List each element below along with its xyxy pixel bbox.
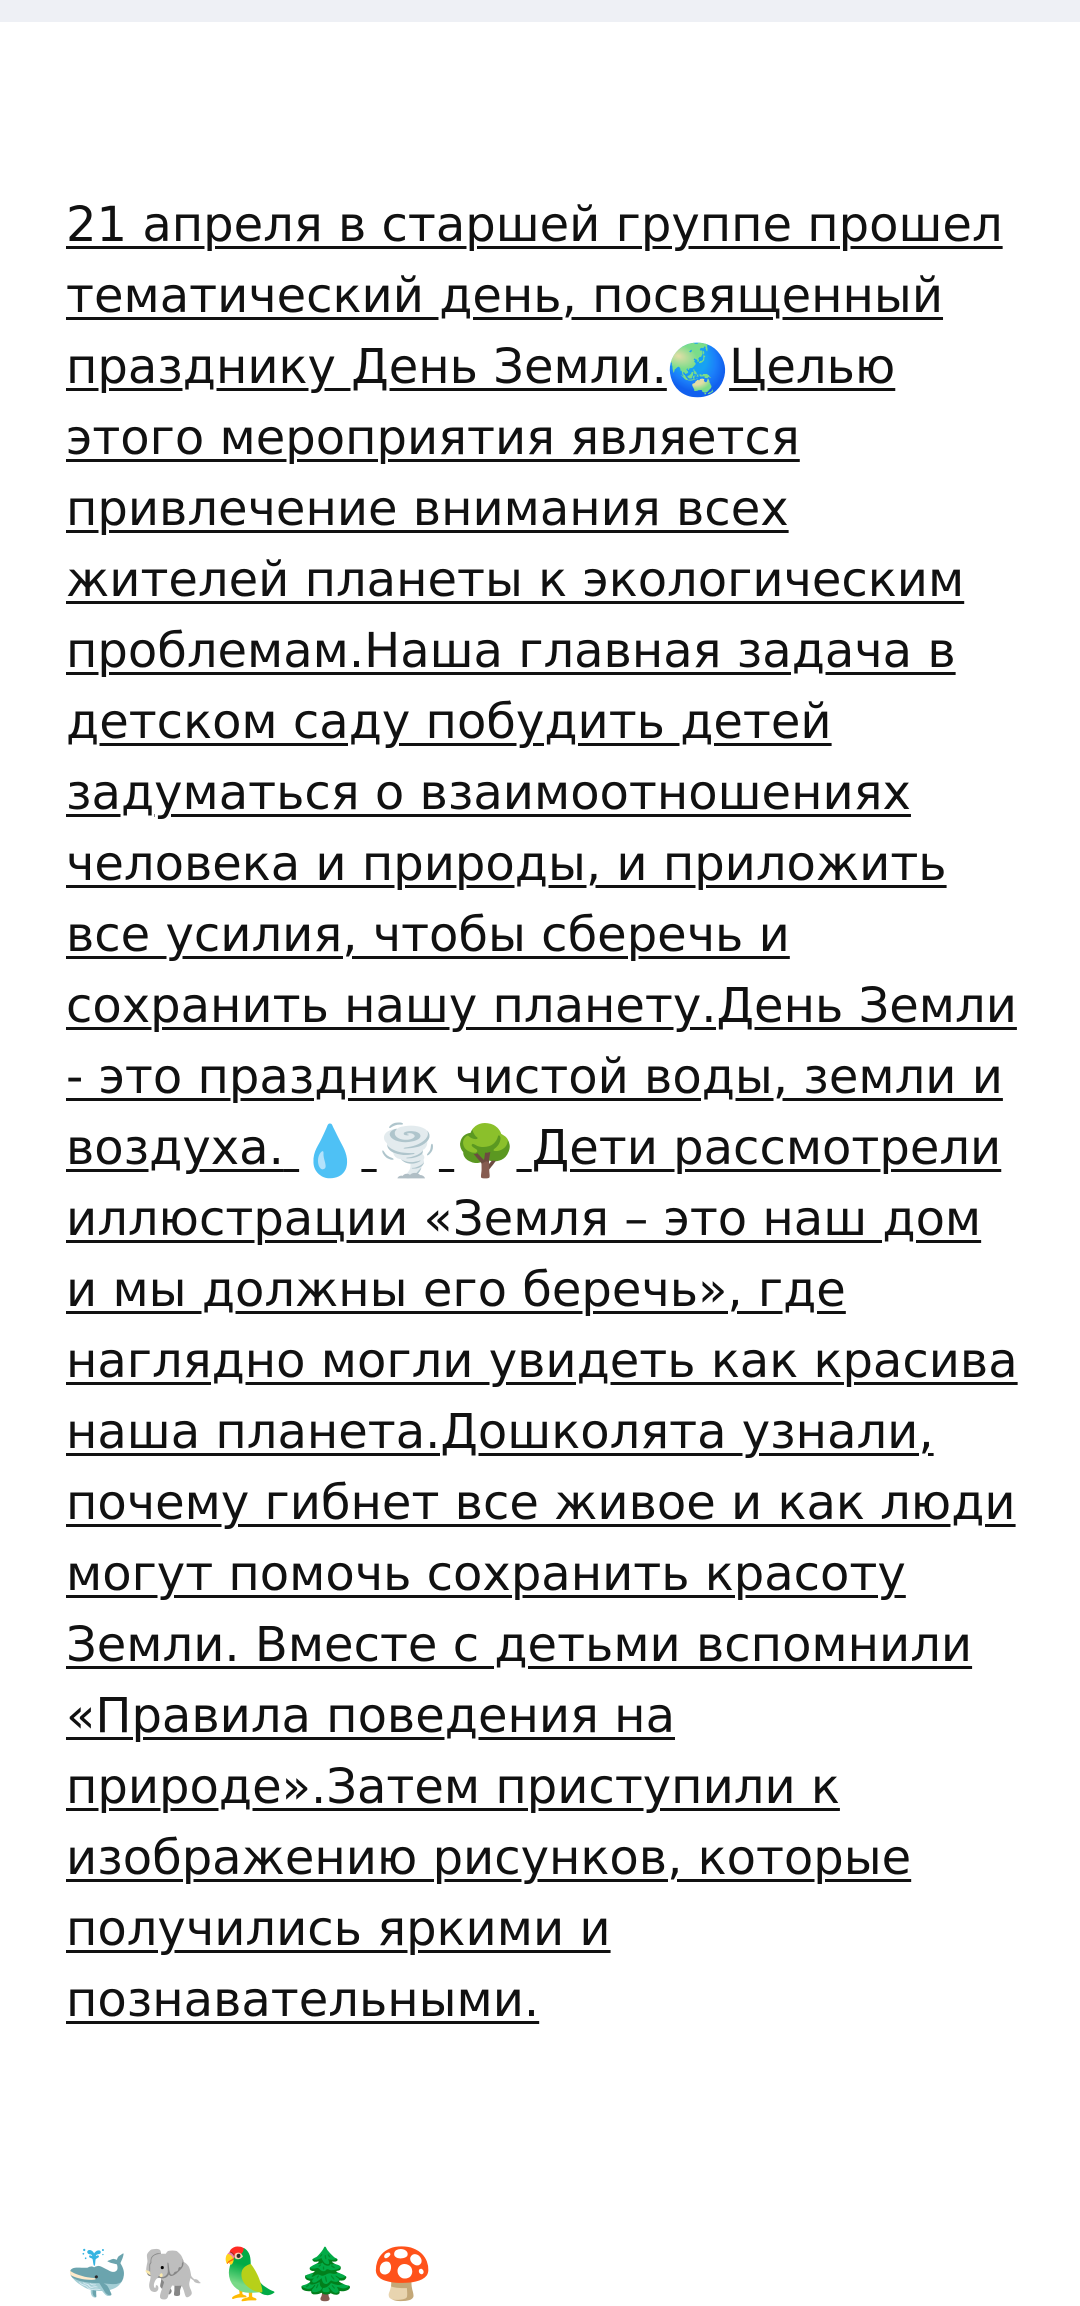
tree-icon: 🌳 — [454, 1122, 517, 1180]
post-body — [66, 190, 1026, 2036]
globe-icon: 🌏 — [666, 341, 730, 399]
post-text — [66, 190, 1026, 2036]
post-text-part-1: 21 апреля в старшей группе прошел тематический день, посвященный празднику День Земли. — [66, 197, 1003, 395]
post-text-part-2: Целью этого мероприятия является привлечение внимания всех жителей планеты к экологическим проблемам.Наша главная задача в детском саду побудить детей задуматься о взаимоотношениях человека и природы, и приложить все усилия, чтобы сберечь и сохранить нашу планету.День Земли - это праздник чистой воды, земли и воздуха. — [66, 339, 1017, 1176]
post-text-part-3: Дети рассмотрели иллюстрации «Земля – это наш дом и мы должны его беречь», где наглядно могли увидеть как красива наша планета.Дошколята узнали, почему гибнет все живое и как люди могут помочь сохранить красоту Земли. Вместе с детьми вспомнили «Правила поведения на природе».Затем приступили к изображению рисунков, которые получились яркими и познавательными. — [66, 1120, 1018, 2028]
droplet-icon: 💧 — [299, 1122, 362, 1180]
whale-icon: 🐳 — [66, 2245, 129, 2303]
elephant-icon: 🐘 — [142, 2245, 205, 2303]
parrot-icon: 🦜 — [218, 2245, 281, 2303]
evergreen-tree-icon: 🌲 — [294, 2245, 358, 2303]
top-bar — [0, 0, 1080, 22]
mushroom-icon: 🍄 — [371, 2245, 434, 2303]
tornado-icon: 🌪️ — [376, 1122, 439, 1180]
emoji-row — [66, 2245, 433, 2305]
